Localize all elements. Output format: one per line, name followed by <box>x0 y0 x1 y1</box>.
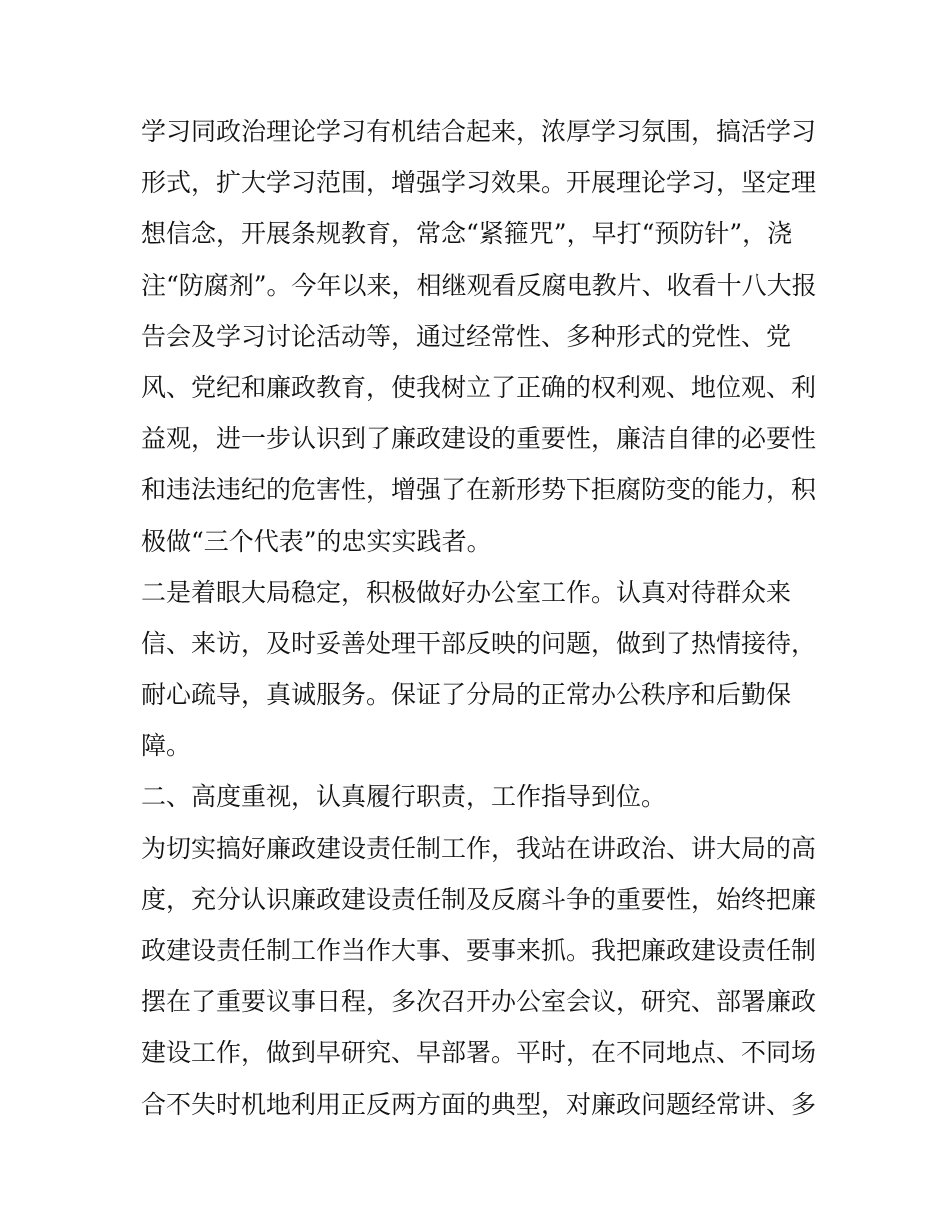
text-line-17: 政建设责任制工作当作大事、要事来抓。我把廉政建设责任制 <box>141 936 817 965</box>
text-line-1: 学习同政治理论学习有机结合起来，浓厚学习氛围，搞活学习 <box>141 117 817 146</box>
body-text <box>141 106 821 1130</box>
text-line-2: 形式，扩大学习范围，增强学习效果。开展理论学习，坚定理 <box>141 168 817 198</box>
text-line-16: 度，充分认识廉政建设责任制及反腐斗争的重要性，始终把廉 <box>141 884 817 914</box>
text-line-11: 信、来访，及时妥善处理干部反映的问题，做到了热情接待， <box>141 628 817 658</box>
section-heading: 二、高度重视，认真履行职责，工作指导到位。 <box>141 782 667 812</box>
text-line-18: 摆在了重要议事日程，多次召开办公室会议，研究、部署廉政 <box>141 987 817 1017</box>
text-line-4: 注“防腐剂”。今年以来，相继观看反腐电教片、收看十八大报 <box>141 270 817 300</box>
text-line-9: 极做“三个代表”的忠实实践者。 <box>141 526 492 556</box>
text-line-12: 耐心疏导，真诚服务。保证了分局的正常办公秩序和后勤保 <box>141 680 792 710</box>
text-line-10: 二是着眼大局稳定，积极做好办公室工作。认真对待群众来 <box>141 577 792 607</box>
text-line-6: 风、党纪和廉政教育，使我树立了正确的权利观、地位观、利 <box>141 372 817 402</box>
text-line-8: 和违法违纪的危害性，增强了在新形势下拒腐防变的能力，积 <box>141 475 817 505</box>
text-line-3: 想信念，开展条规教育，常念“紧箍咒”，早打“预防针”，浇 <box>141 219 793 249</box>
text-line-13: 障。 <box>141 731 192 761</box>
text-line-15: 为切实搞好廉政建设责任制工作，我站在讲政治、讲大局的高 <box>141 833 817 863</box>
text-line-5: 告会及学习讨论活动等，通过经常性、多种形式的党性、党 <box>141 321 792 351</box>
text-line-7: 益观，进一步认识到了廉政建设的重要性，廉洁自律的必要性 <box>141 424 817 454</box>
text-line-20: 合不失时机地利用正反两方面的典型，对廉政问题经常讲、多 <box>141 1089 817 1119</box>
text-line-19: 建设工作，做到早研究、早部署。平时，在不同地点、不同场 <box>141 1038 817 1068</box>
